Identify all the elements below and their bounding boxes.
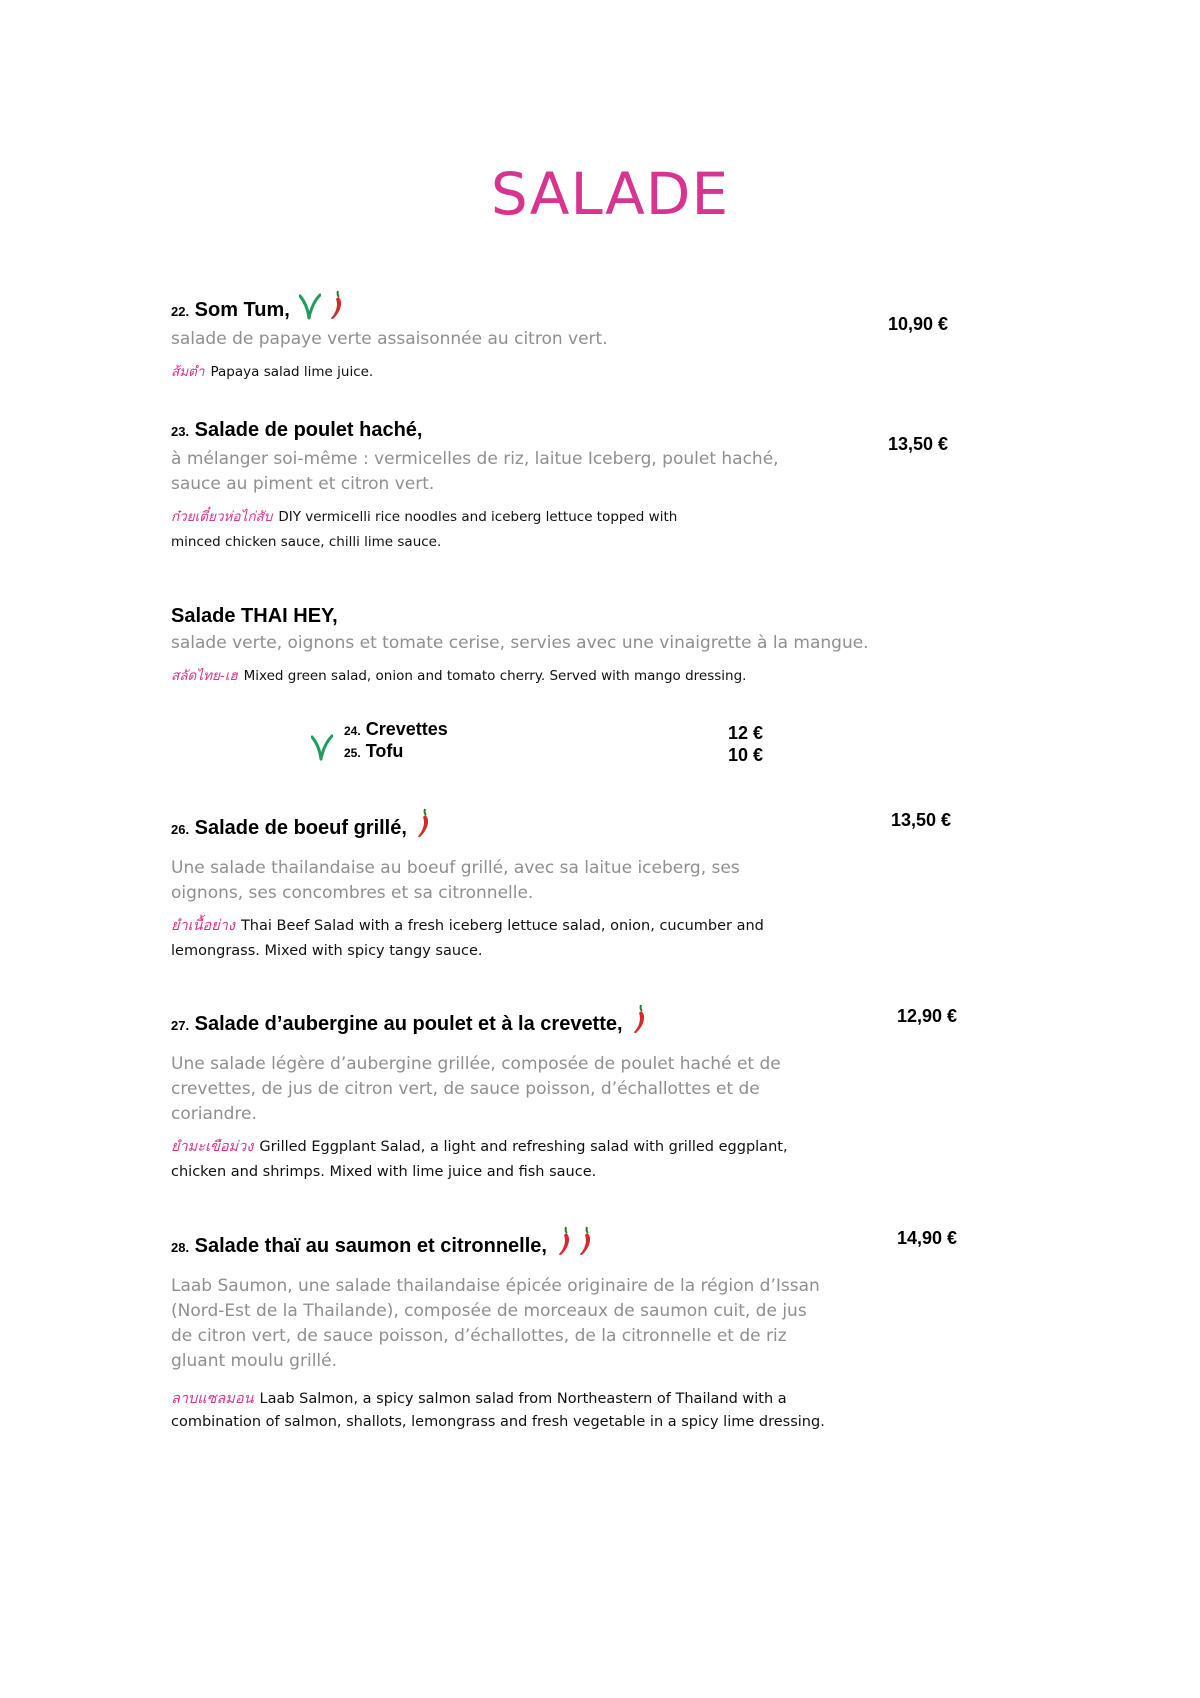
menu-item-salade-poulet-hache (171, 418, 891, 555)
item-number: 27. (171, 1018, 190, 1033)
item-heading (171, 808, 891, 842)
item-name: Salade THAI HEY, (171, 605, 338, 627)
item-heading (171, 290, 891, 324)
item-name: Salade de boeuf grillé, (194, 817, 407, 839)
item-english-text: DIY vermicelli rice noodles and iceberg lettuce topped with minced chicken sauce, chilli lime sauce. (171, 509, 678, 550)
option-price: 10 € (728, 745, 764, 765)
menu-item-salade-saumon (171, 1226, 891, 1434)
item-english-text: Papaya salad lime juice. (210, 364, 374, 380)
item-description-fr: salade de papaye verte assaisonnée au citron vert. (171, 329, 608, 349)
item-description-en (171, 505, 691, 555)
page-title: SALADE (490, 160, 730, 228)
menu-item-som-tum (171, 290, 891, 385)
menu-item-salade-aubergine (171, 1004, 891, 1185)
option-number: 25. (344, 746, 361, 760)
option-number: 24. (344, 724, 361, 738)
item-name: Som Tum, (194, 299, 290, 321)
item-heading (171, 604, 891, 628)
item-number: 28. (171, 1240, 190, 1255)
item-description-fr: salade verte, oignons et tomate cerise, servies avec une vinaigrette à la mangue. (171, 633, 869, 653)
sprout-icon (299, 292, 321, 320)
item-description-en (171, 360, 891, 385)
sprout-icon (311, 733, 333, 761)
item-heading (171, 1226, 891, 1260)
item-price: 12,90 € (897, 1006, 958, 1026)
chili-icon (632, 1004, 648, 1034)
item-description-fr: Une salade légère d’aubergine grillée, composée de poulet haché et de crevettes, de jus de citron vert, de sauce poisson, d’échallottes et de coriandre. (171, 1054, 781, 1124)
item-price: 13,50 € (888, 434, 949, 454)
item-english-text: Grilled Eggplant Salad, a light and refreshing salad with grilled eggplant, chicken and shrimps. Mixed with lime juice and fish sauce. (171, 1139, 788, 1180)
item-thai-name: ยำมะเขือม่วง (171, 1139, 254, 1155)
item-description-fr: Une salade thailandaise au boeuf grillé, avec sa laitue iceberg, ses oignons, ses concombres et sa citronnelle. (171, 858, 740, 903)
item-description-en (171, 1135, 811, 1185)
menu-item-salade-boeuf-grille (171, 808, 891, 964)
item-thai-name: สลัดไทย-เฮ (171, 668, 238, 684)
item-description-fr: Laab Saumon, une salade thailandaise épicée originaire de la région d’Issan (Nord-Est de la Thailande), composée de morceaux de saumon cuit, de jus de citron vert, de sauce poisson, d’échallottes, de la citronnelle et de riz gluant moulu grillé. (171, 1276, 820, 1371)
chili-icon (329, 290, 345, 320)
item-description-en (171, 914, 811, 964)
option-name: Tofu (365, 741, 404, 761)
item-price: 13,50 € (891, 810, 952, 830)
chili-icon (557, 1226, 573, 1256)
option-crevettes (344, 718, 448, 742)
item-heading (171, 418, 891, 444)
item-description-en (171, 1388, 861, 1434)
chili-icon (416, 808, 432, 838)
item-english-text: Laab Salmon, a spicy salmon salad from Northeastern of Thailand with a combination of salmon, shallots, lemongrass and fresh vegetable in a spicy lime dressing. (171, 1391, 825, 1430)
item-name: Salade d’aubergine au poulet et à la crevette, (194, 1013, 623, 1035)
item-name: Salade de poulet haché, (194, 419, 423, 441)
option-price: 12 € (728, 723, 764, 743)
item-price: 14,90 € (897, 1228, 958, 1248)
item-heading (171, 1004, 891, 1038)
item-english-text: Thai Beef Salad with a fresh iceberg lettuce salad, onion, cucumber and lemongrass. Mixed with spicy tangy sauce. (171, 918, 764, 959)
item-number: 26. (171, 822, 190, 837)
menu-item-salade-thai-hey (171, 604, 891, 689)
item-english-text: Mixed green salad, onion and tomato cherry. Served with mango dressing. (243, 668, 747, 684)
item-thai-name: ส้มตำ (171, 364, 205, 380)
item-number: 23. (171, 424, 190, 439)
item-description-fr: à mélanger soi-même : vermicelles de riz, laitue Iceberg, poulet haché, sauce au piment et citron vert. (171, 449, 779, 494)
item-thai-name: ลาบแซลมอน (171, 1391, 254, 1407)
option-tofu (344, 740, 403, 764)
item-number: 22. (171, 304, 190, 319)
item-price: 10,90 € (888, 314, 949, 334)
option-name: Crevettes (365, 719, 448, 739)
item-thai-name: ยำเนื้อย่าง (171, 918, 235, 934)
chili-icon (578, 1226, 594, 1256)
item-name: Salade thaï au saumon et citronnelle, (194, 1235, 547, 1257)
item-description-en (171, 664, 931, 689)
item-thai-name: ก๋วยเตี๋ยวห่อไก่สับ (171, 509, 273, 525)
